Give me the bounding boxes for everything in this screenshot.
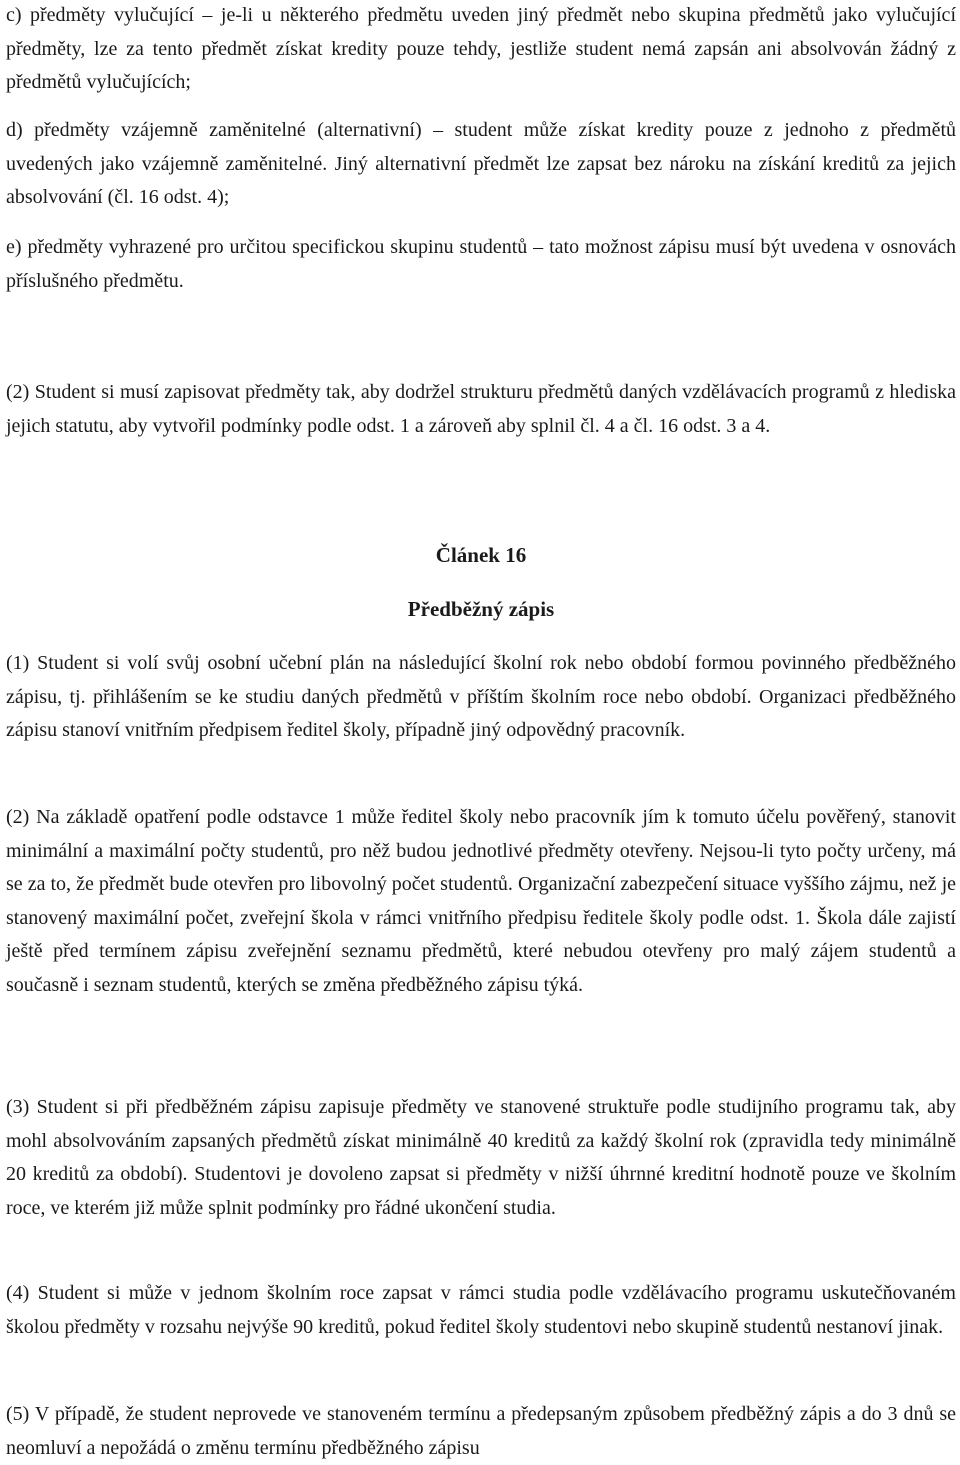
item-c: c) předměty vylučující – je-li u některého předmětu uveden jiný předmět nebo skupina předmětů jako vylučující předměty, lze za tento předmět získat kredity pouze tehdy, jestliže student nemá zapsán ani absolvován žádný z předmětů vylučujících; (6, 4, 956, 94)
item-e: e) předměty vyhrazené pro určitou specifickou skupinu studentů – tato možnost zápisu musí být uvedena v osnovách příslušného předmětu. (6, 236, 956, 292)
article-paragraph-1: (1) Student si volí svůj osobní učební plán na následující školní rok nebo období formou povinného předběžného zápisu, tj. přihlášením se ke studiu daných předmětů v příštím školním roce nebo období. Organizaci předběžného zápisu stanoví vnitřním předpisem ředitel školy, případně jiný odpovědný pracovník. (6, 652, 956, 742)
article-paragraph-5: (5) V případě, že student neprovede ve stanoveném termínu a předepsaným způsobem předběžný zápis a do 3 dnů se neomluví a nepožádá o změnu termínu předběžného zápisu (6, 1403, 956, 1459)
paragraph-2: (2) Student si musí zapisovat předměty tak, aby dodržel strukturu předmětů daných vzdělávacích programů z hlediska jejich statutu, aby vytvořil podmínky podle odst. 1 a zároveň aby splnil čl. 4 a čl. 16 odst. 3 a 4. (6, 381, 956, 437)
article-paragraph-3: (3) Student si při předběžném zápisu zapisuje předměty ve stanovené struktuře podle studijního programu tak, aby mohl absolvováním zapsaných předmětů získat minimálně 40 kreditů za každý školní rok (zpravidla tedy minimálně 20 kreditů za období). Studentovi je dovoleno zapsat si předměty v nižší úhrnné kreditní hodnotě pouze ve školním roce, ve kterém již může splnit podmínky pro řádné ukončení studia. (6, 1096, 956, 1219)
article-paragraph-2: (2) Na základě opatření podle odstavce 1 může ředitel školy nebo pracovník jím k tomuto účelu pověřený, stanovit minimální a maximální počty studentů, pro něž budou jednotlivé předměty otevřeny. Nejsou-li tyto počty určeny, má se za to, že předmět bude otevřen pro libovolný počet studentů. Organizační zabezpečení situace vyššího zájmu, než je stanovený maximální počet, zveřejní škola v rámci vnitřního předpisu ředitele školy podle odst. 1. Škola dále zajistí ještě před termínem zápisu zveřejnění seznamu předmětů, které nebudou otevřeny pro malý zájem studentů a současně i seznam studentů, kterých se změna předběžného zápisu týká. (6, 806, 956, 996)
article-title: Předběžný zápis (407, 597, 555, 621)
article-paragraph-4: (4) Student si může v jednom školním roce zapsat v rámci studia podle vzdělávacího programu uskutečňovaném školou předměty v rozsahu nejvýše 90 kreditů, pokud ředitel školy studentovi nebo skupině studentů nestanoví jinak. (6, 1282, 956, 1338)
item-d: d) předměty vzájemně zaměnitelné (alternativní) – student může získat kredity pouze z jednoho z předmětů uvedených jako vzájemně zaměnitelné. Jiný alternativní předmět lze zapsat bez nároku na získání kreditů za jejich absolvování (čl. 16 odst. 4); (6, 119, 956, 209)
article-number: Článek 16 (435, 543, 527, 567)
